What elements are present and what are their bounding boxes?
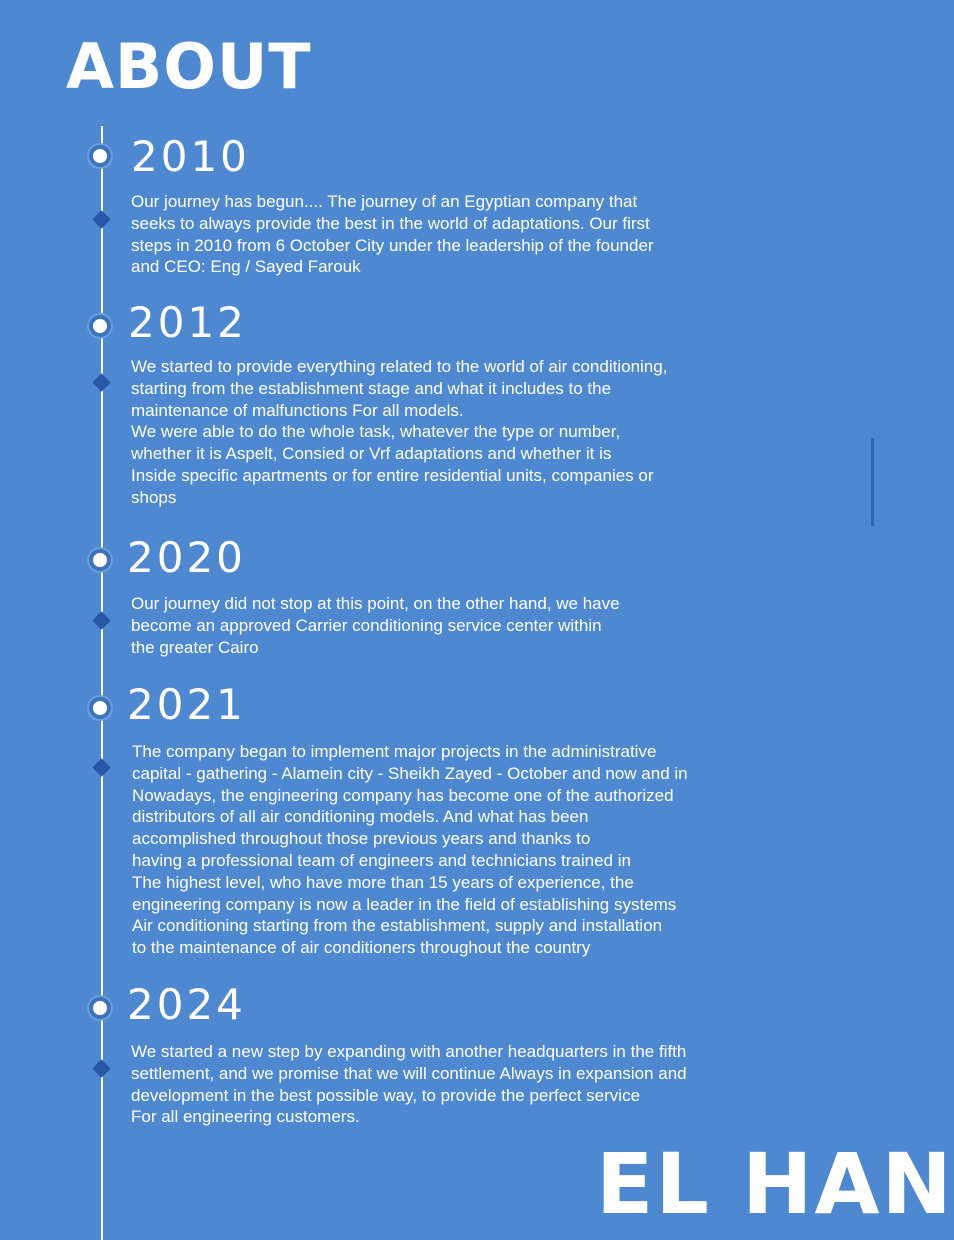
year-2012: 2012: [128, 298, 247, 347]
timeline-dot-2012: [89, 315, 111, 337]
timeline-diamond-2010: [92, 210, 110, 228]
timeline-dot-2010: [89, 145, 111, 167]
timeline-diamond-2021: [92, 758, 110, 776]
description-2012: We started to provide everything related to the world of air conditioning, starting from the establishment stage and what it includes to the maintenance of malfunctions For all models. We were able to do the whole task, whatever the type or number, whether it is Aspelt, Consied or Vrf adaptations and whether it is Inside specific apartments or for entire residential units, companies or shops: [131, 357, 668, 507]
description-2020: Our journey did not stop at this point, on the other hand, we have become an approved Carrier conditioning service center within the greater Cairo: [131, 594, 620, 657]
timeline-dot-2024: [89, 997, 111, 1019]
timeline-diamond-2012: [92, 373, 110, 391]
timeline-diamond-2020: [92, 611, 110, 629]
timeline-diamond-2024: [92, 1059, 110, 1077]
timeline-dot-2021: [89, 697, 111, 719]
year-2010: 2010: [131, 132, 250, 181]
timeline-dot-2020: [89, 549, 111, 571]
page-title: ABOUT: [66, 30, 312, 103]
description-2024: We started a new step by expanding with another headquarters in the fifth settlement, and we promise that we will continue Always in expansion and development in the best possible way, to provide the perfect service For all engineering customers.: [131, 1042, 687, 1127]
description-2021: The company began to implement major projects in the administrative capital - gathering - Alamein city - Sheikh Zayed - October and now and in Nowadays, the engineering company has become one of the authorized distributors of all air conditioning models. And what has been accomplished throughout those previous years and thanks to having a professional team of engineers and technicians trained in The highest level, who have more than 15 years of experience, the engineering company is now a leader in the field of establishing systems Air conditioning starting from the establishment, supply and installation to the maintenance of air conditioners throughout the country: [132, 742, 688, 958]
company-logo: EL HAN: [596, 1135, 954, 1233]
year-2021: 2021: [127, 680, 246, 729]
edge-marker: [871, 438, 874, 526]
year-2024: 2024: [127, 980, 246, 1029]
description-2010: Our journey has begun.... The journey of an Egyptian company that seeks to always provide the best in the world of adaptations. Our first steps in 2010 from 6 October City under the leadership of the founder and CEO: Eng / Sayed Farouk: [131, 192, 654, 277]
year-2020: 2020: [127, 533, 246, 582]
